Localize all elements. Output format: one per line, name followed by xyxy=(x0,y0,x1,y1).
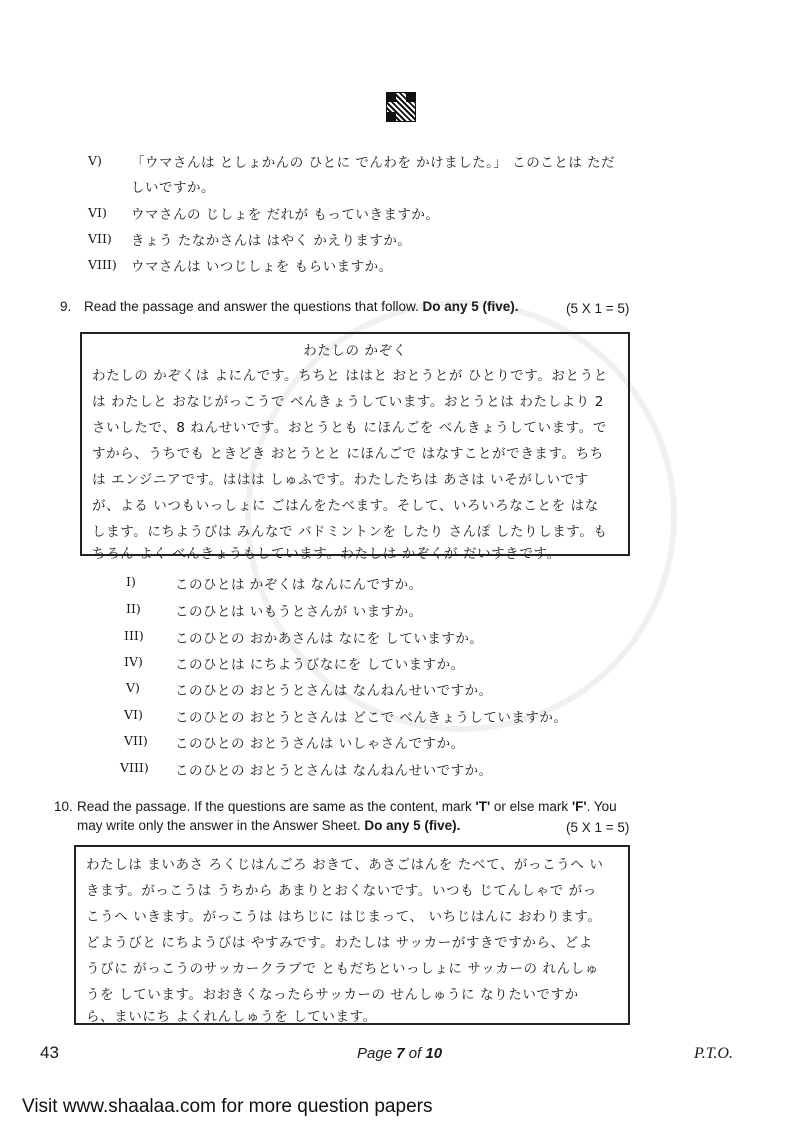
question-text: このひとの おかあさんは なにを していますか。 xyxy=(175,631,484,647)
passage-line: こうへ いきます。がっこうは はちじに はじまって、 いちじはんに おわります。 xyxy=(86,909,602,925)
question-text: 「ウマさんは としょかんの ひとに でんわを かけました。」 このことは ただ xyxy=(131,155,615,171)
passage-line: さいしたで、8 ねんせいです。おとうとも にほんごを べんきょうしています。で xyxy=(92,420,607,436)
question-text: このひとの おとうとさんは なんねんせいですか。 xyxy=(175,763,493,779)
passage-line: うを しています。おおきくなったらサッカーの せんしゅうに なりたいですか xyxy=(86,987,579,1003)
passage-line: どようびと にちようびは やすみです。わたしは サッカーがすきですから、どよ xyxy=(86,935,593,951)
instruction-bold: Do any 5 (five). xyxy=(364,818,461,833)
instruction-text: . You xyxy=(586,799,617,814)
question-text: ウマさんは いつじしょを もらいますか。 xyxy=(131,259,393,275)
passage-line: すから、うちでも ときどき おとうとと にほんごで はなすことができます。ちち xyxy=(92,446,604,462)
question-number: VI) xyxy=(124,707,143,722)
pto-label: P.T.O. xyxy=(694,1045,733,1062)
question-text: このひとは かぞくは なんにんですか。 xyxy=(175,577,423,593)
question-9-instruction xyxy=(84,299,519,314)
question-number: IV) xyxy=(124,654,143,669)
paper-code: 43 xyxy=(40,1043,59,1062)
question-text: きょう たなかさんは はやく かえりますか。 xyxy=(131,233,412,249)
passage-line: ら、まいにち よくれんしゅうを しています。 xyxy=(86,1009,377,1025)
question-number: VIII) xyxy=(120,760,149,775)
mark-false: 'F' xyxy=(571,799,587,814)
question-text: このひとは にちようびなにを していますか。 xyxy=(175,657,465,673)
instruction-text: Read the passage and answer the questions that follow. xyxy=(84,299,419,314)
question-number: VII) xyxy=(88,231,112,246)
question-9-number: 9. xyxy=(60,299,72,314)
question-number: I) xyxy=(126,574,136,589)
page-label: Page xyxy=(357,1045,397,1062)
page-current: 7 xyxy=(396,1045,405,1062)
passage-box xyxy=(80,332,630,562)
instruction-text: may write only the answer in the Answer Sheet. xyxy=(77,818,361,833)
question-number: V) xyxy=(88,153,102,168)
qr-code-icon xyxy=(386,92,416,122)
question-text: しいですか。 xyxy=(131,180,215,196)
instruction-text: or else mark xyxy=(490,799,572,814)
mark-true: 'T' xyxy=(475,799,491,814)
instruction-bold: Do any 5 (five). xyxy=(422,299,519,314)
passage-line: わたしは まいあさ ろくじはんごろ おきて、あさごはんを たべて、がっこうへ い xyxy=(86,857,604,873)
page-indicator xyxy=(357,1045,442,1062)
passage-box xyxy=(74,845,630,1025)
question-text: このひとの おとうさんは いしゃさんですか。 xyxy=(175,736,465,752)
question-10-instruction xyxy=(77,799,617,814)
question-number: III) xyxy=(124,628,144,643)
question-10-number: 10. xyxy=(54,799,73,814)
question-text: ウマさんの じしょを だれが もっていきますか。 xyxy=(131,207,440,223)
passage-title: わたしの かぞく xyxy=(303,343,407,359)
passage-line: ちろん よく べんきょうもしています。わたしは かぞくが だいすきです。 xyxy=(92,546,561,562)
passage-line: わたしの かぞくは よにんです。ちちと ははと おとうとが ひとりです。おとうと xyxy=(92,368,608,384)
passage-line: うびに がっこうのサッカークラブで ともだちといっしょに サッカーの れんしゅ xyxy=(86,961,599,977)
question-10-instruction-line2 xyxy=(77,818,460,833)
passage-line: は エンジニアです。ははは しゅふです。わたしたちは あさは いそがしいです xyxy=(92,472,589,488)
visit-link[interactable]: Visit www.shaalaa.com for more question papers xyxy=(22,1096,433,1117)
passage-line: きます。がっこうは うちから あまりとおくないです。いつも じてんしゃで がっ xyxy=(86,883,597,899)
question-10-marks: (5 X 1 = 5) xyxy=(566,820,630,835)
question-text: このひとの おとうとさんは なんねんせいですか。 xyxy=(175,683,493,699)
question-9-marks: (5 X 1 = 5) xyxy=(566,301,630,316)
question-number: VIII) xyxy=(88,257,117,272)
passage-line: が、よる いつもいっしょに ごはんをたべます。そして、いろいろなことを はな xyxy=(92,498,599,514)
question-number: VI) xyxy=(88,205,107,220)
page-of: of xyxy=(404,1045,426,1062)
passage-line: は わたしと おなじがっこうで べんきょうしています。おとうとは わたしより 2 xyxy=(92,394,604,410)
question-number: VII) xyxy=(124,733,148,748)
instruction-text: Read the passage. If the questions are same as the content, mark xyxy=(77,799,476,814)
question-text: このひとの おとうとさんは どこで べんきょうしていますか。 xyxy=(175,710,568,726)
question-number: II) xyxy=(126,601,141,616)
passage-line: します。にちようびは みんなで バドミントンを したり さんぽ したりします。も xyxy=(92,524,608,540)
page-total: 10 xyxy=(425,1045,443,1062)
question-number: V) xyxy=(126,680,140,695)
question-text: このひとは いもうとさんが いますか。 xyxy=(175,604,423,620)
